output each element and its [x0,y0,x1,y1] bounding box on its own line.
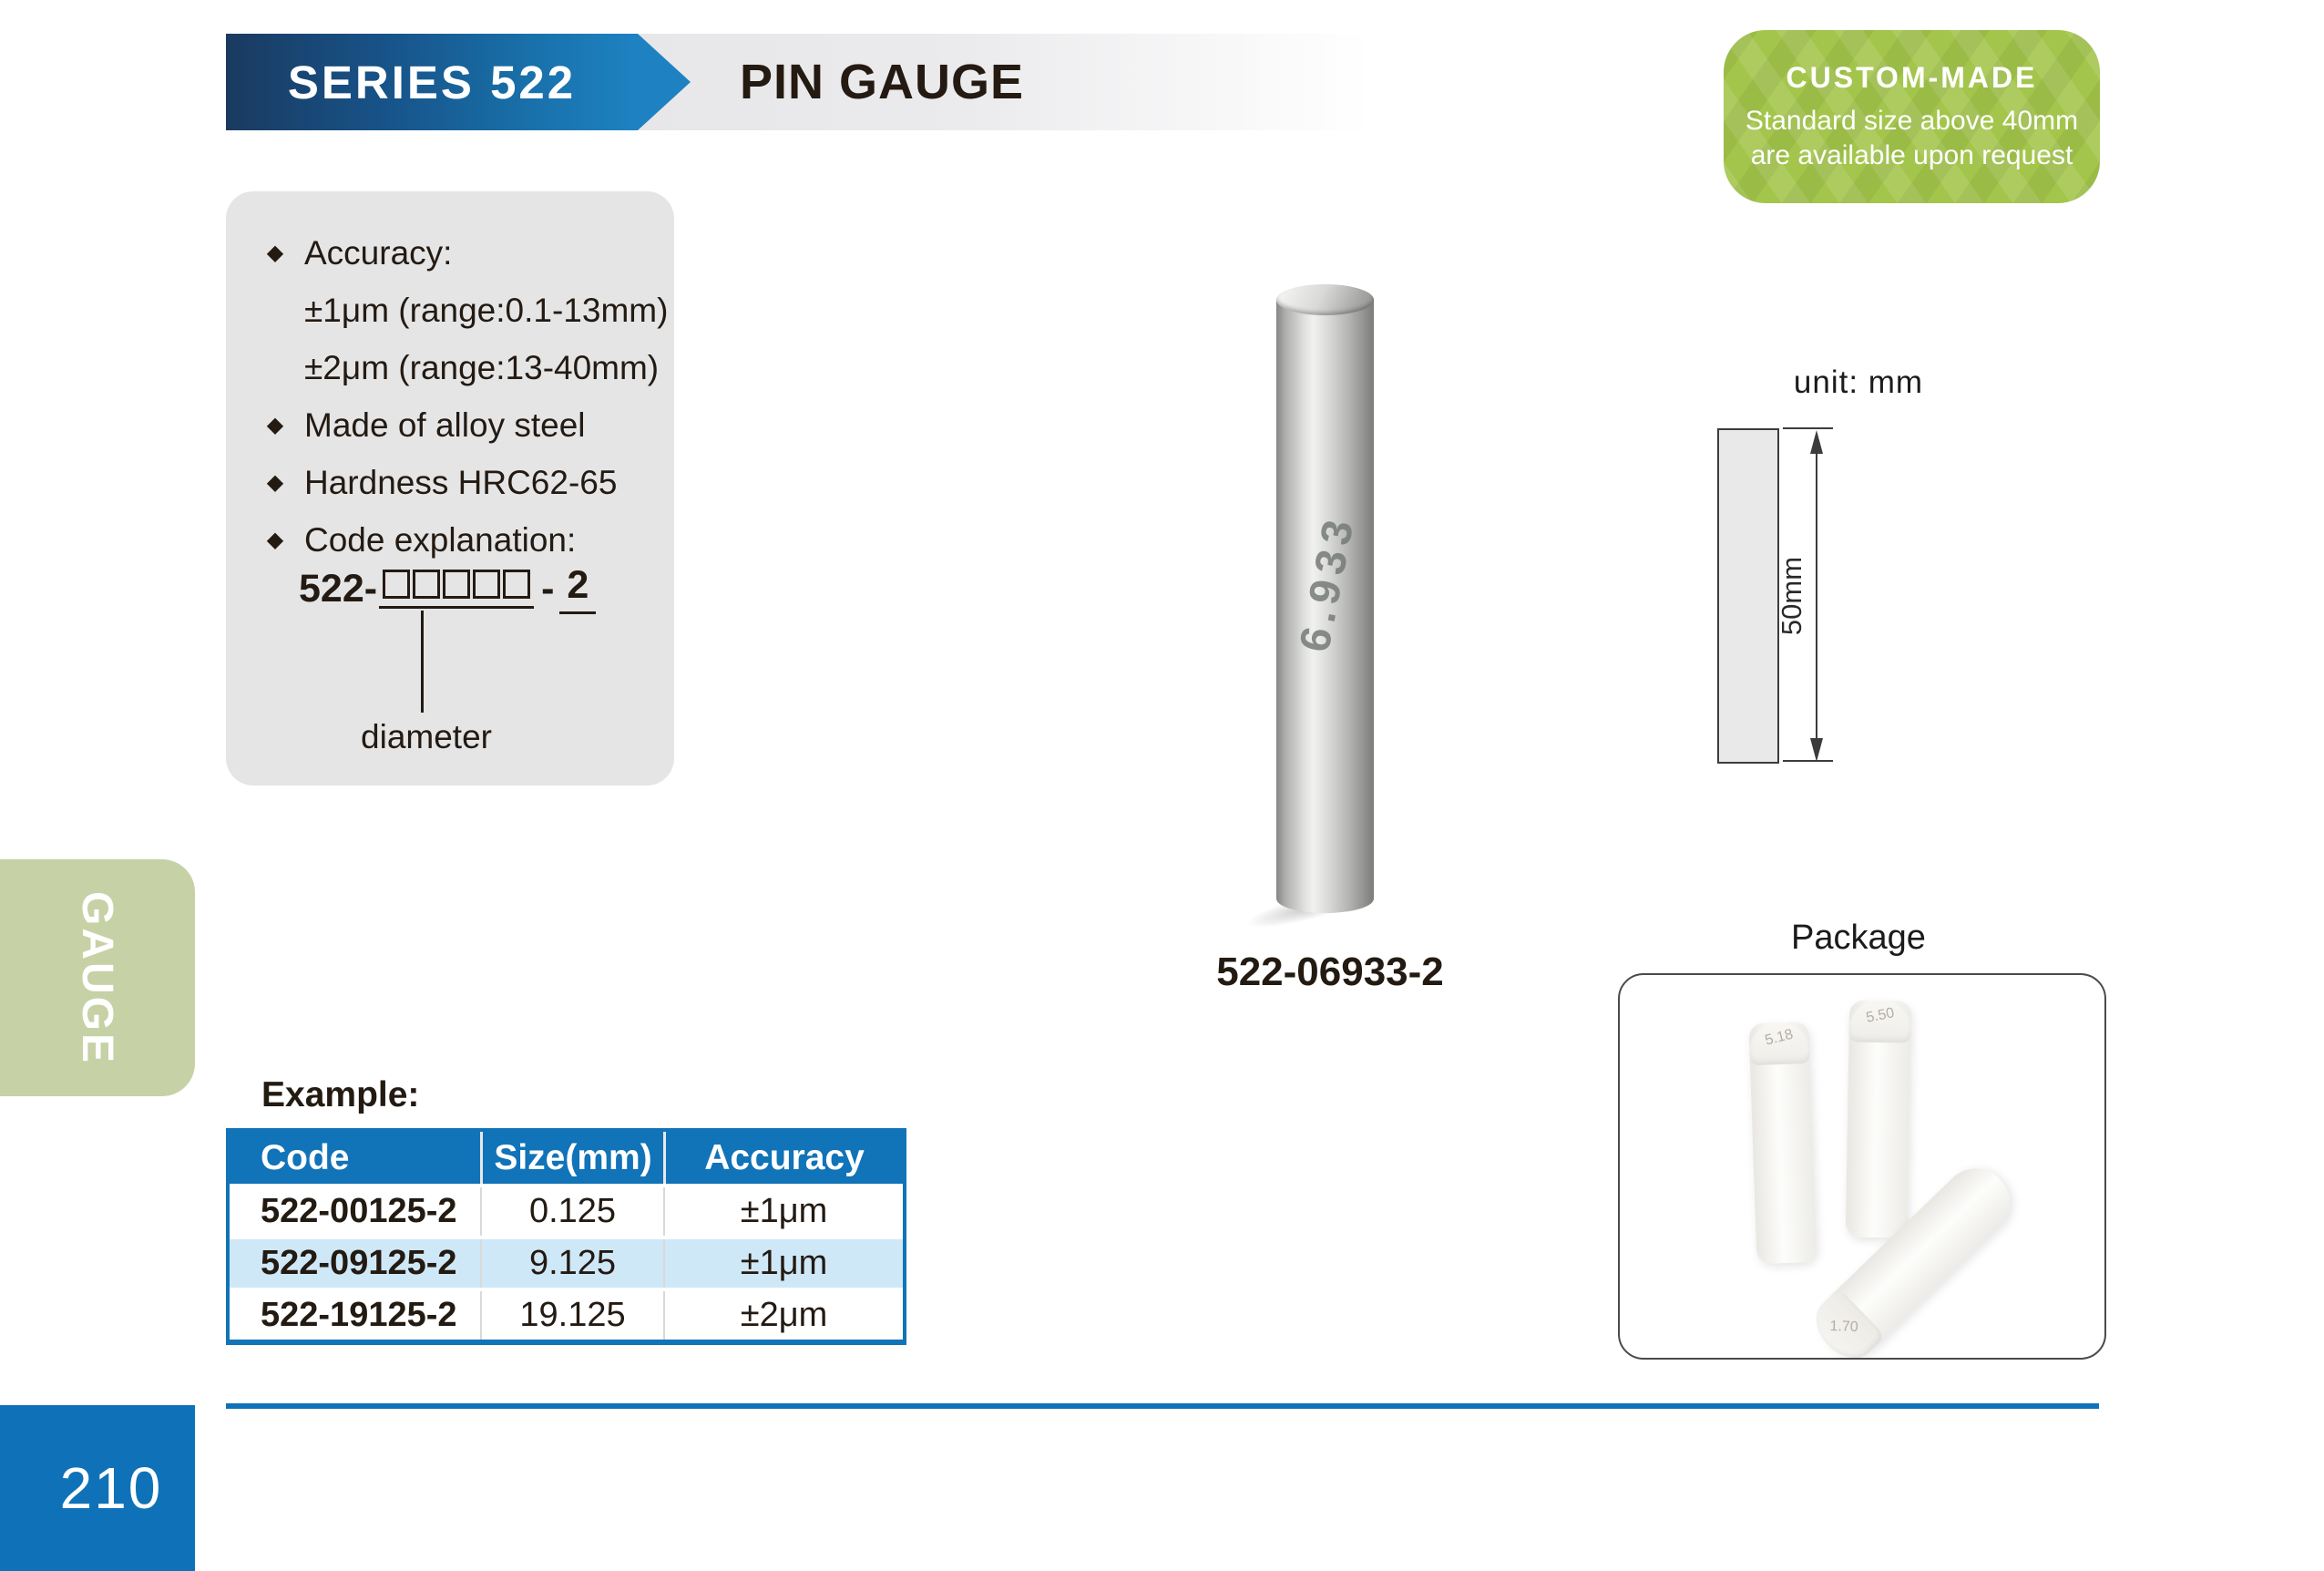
diamond-bullet-icon: ◆ [266,413,284,437]
pin-label: 1.70 [1829,1318,1858,1336]
code-box [443,570,470,599]
feature-row [226,396,674,454]
extension-line-top [1783,427,1833,429]
example-table [226,1128,906,1345]
extension-line-bottom [1783,760,1833,762]
gauge-outline-rect [1717,428,1779,764]
feature-text: Hardness HRC62-65 [304,463,618,501]
code-box [413,570,440,599]
cylinder-top-cap [1276,284,1374,315]
table-row [230,1236,903,1288]
feature-text: Made of alloy steel [304,406,586,444]
feature-row [226,224,674,282]
table-row [230,1288,903,1340]
pin-gauge-photo [1276,284,1374,913]
package-pin [1805,1155,2023,1360]
code-connector-line [421,611,424,713]
column-header: Accuracy [663,1132,903,1184]
diamond-bullet-icon [268,303,282,318]
photo-caption: 522-06933-2 [1216,950,1444,994]
features-box [226,191,674,786]
arrow-down-icon [1810,738,1823,762]
package-pin [1748,1022,1817,1264]
diamond-bullet-icon: ◆ [266,470,284,495]
table-cell-accuracy: ±2μm [663,1291,903,1340]
code-box [473,570,500,599]
column-header: Size(mm) [480,1132,663,1184]
feature-row [226,282,674,339]
table-cell-code: 522-19125-2 [261,1296,457,1334]
package-title: Package [1791,919,1926,957]
package-box [1618,973,2106,1360]
column-header: Code [261,1137,350,1177]
package-pin [1846,1000,1912,1237]
feature-row [226,339,674,396]
feature-text: Accuracy: [304,233,453,272]
code-line [299,563,596,614]
feature-text: Code explanation: [304,520,577,559]
table-cell-size: 0.125 [480,1187,663,1236]
engraving-text: 6.933 [1289,509,1364,656]
feature-text: ±1μm (range:0.1-13mm) [304,291,669,329]
badge-title: CUSTOM-MADE [1786,60,2038,94]
table-row [230,1184,903,1236]
code-box [383,570,410,599]
sidebar-tab-gauge [0,859,195,1096]
feature-row [226,511,674,569]
arrow-up-icon [1810,430,1823,454]
custom-made-badge [1724,30,2100,203]
footer-divider [226,1403,2099,1409]
page-title: PIN GAUGE [740,55,1025,109]
badge-line-2: are available upon request [1750,139,2073,170]
table-cell-code: 522-09125-2 [261,1244,457,1282]
diamond-bullet-icon [268,361,282,375]
code-dash: - [541,566,555,611]
series-banner [226,34,638,130]
code-prefix: 522- [299,566,378,611]
table-cell-accuracy: ±1μm [663,1239,903,1288]
table-cell-size: 19.125 [480,1291,663,1340]
pin-label: 5.18 [1763,1026,1796,1049]
pin-label: 5.50 [1864,1005,1896,1026]
banner-arrow-icon [638,34,691,130]
badge-line-1: Standard size above 40mm [1745,105,2079,136]
series-label: SERIES 522 [287,56,577,108]
table-cell-size: 9.125 [480,1239,663,1288]
diamond-bullet-icon: ◆ [266,241,284,265]
example-heading: Example: [261,1075,420,1114]
table-header-row [230,1132,903,1184]
table-cell-code: 522-00125-2 [261,1192,457,1230]
code-suffix: 2 [559,563,596,614]
table-cell-accuracy: ±1μm [663,1187,903,1236]
dimension-label: 50mm [1776,556,1807,636]
diamond-bullet-icon: ◆ [266,528,284,552]
gauge-tab-label: GAUGE [73,890,122,1065]
unit-label: unit: mm [1793,365,1924,400]
feature-row [226,454,674,511]
code-boxes [379,570,534,609]
code-annotation: diameter [361,718,492,755]
title-strip [638,34,1371,130]
dimension-line [1816,437,1817,755]
page-number-box [0,1405,195,1571]
page-number: 210 [59,1455,163,1521]
code-box [503,570,530,599]
feature-text: ±2μm (range:13-40mm) [304,348,660,386]
